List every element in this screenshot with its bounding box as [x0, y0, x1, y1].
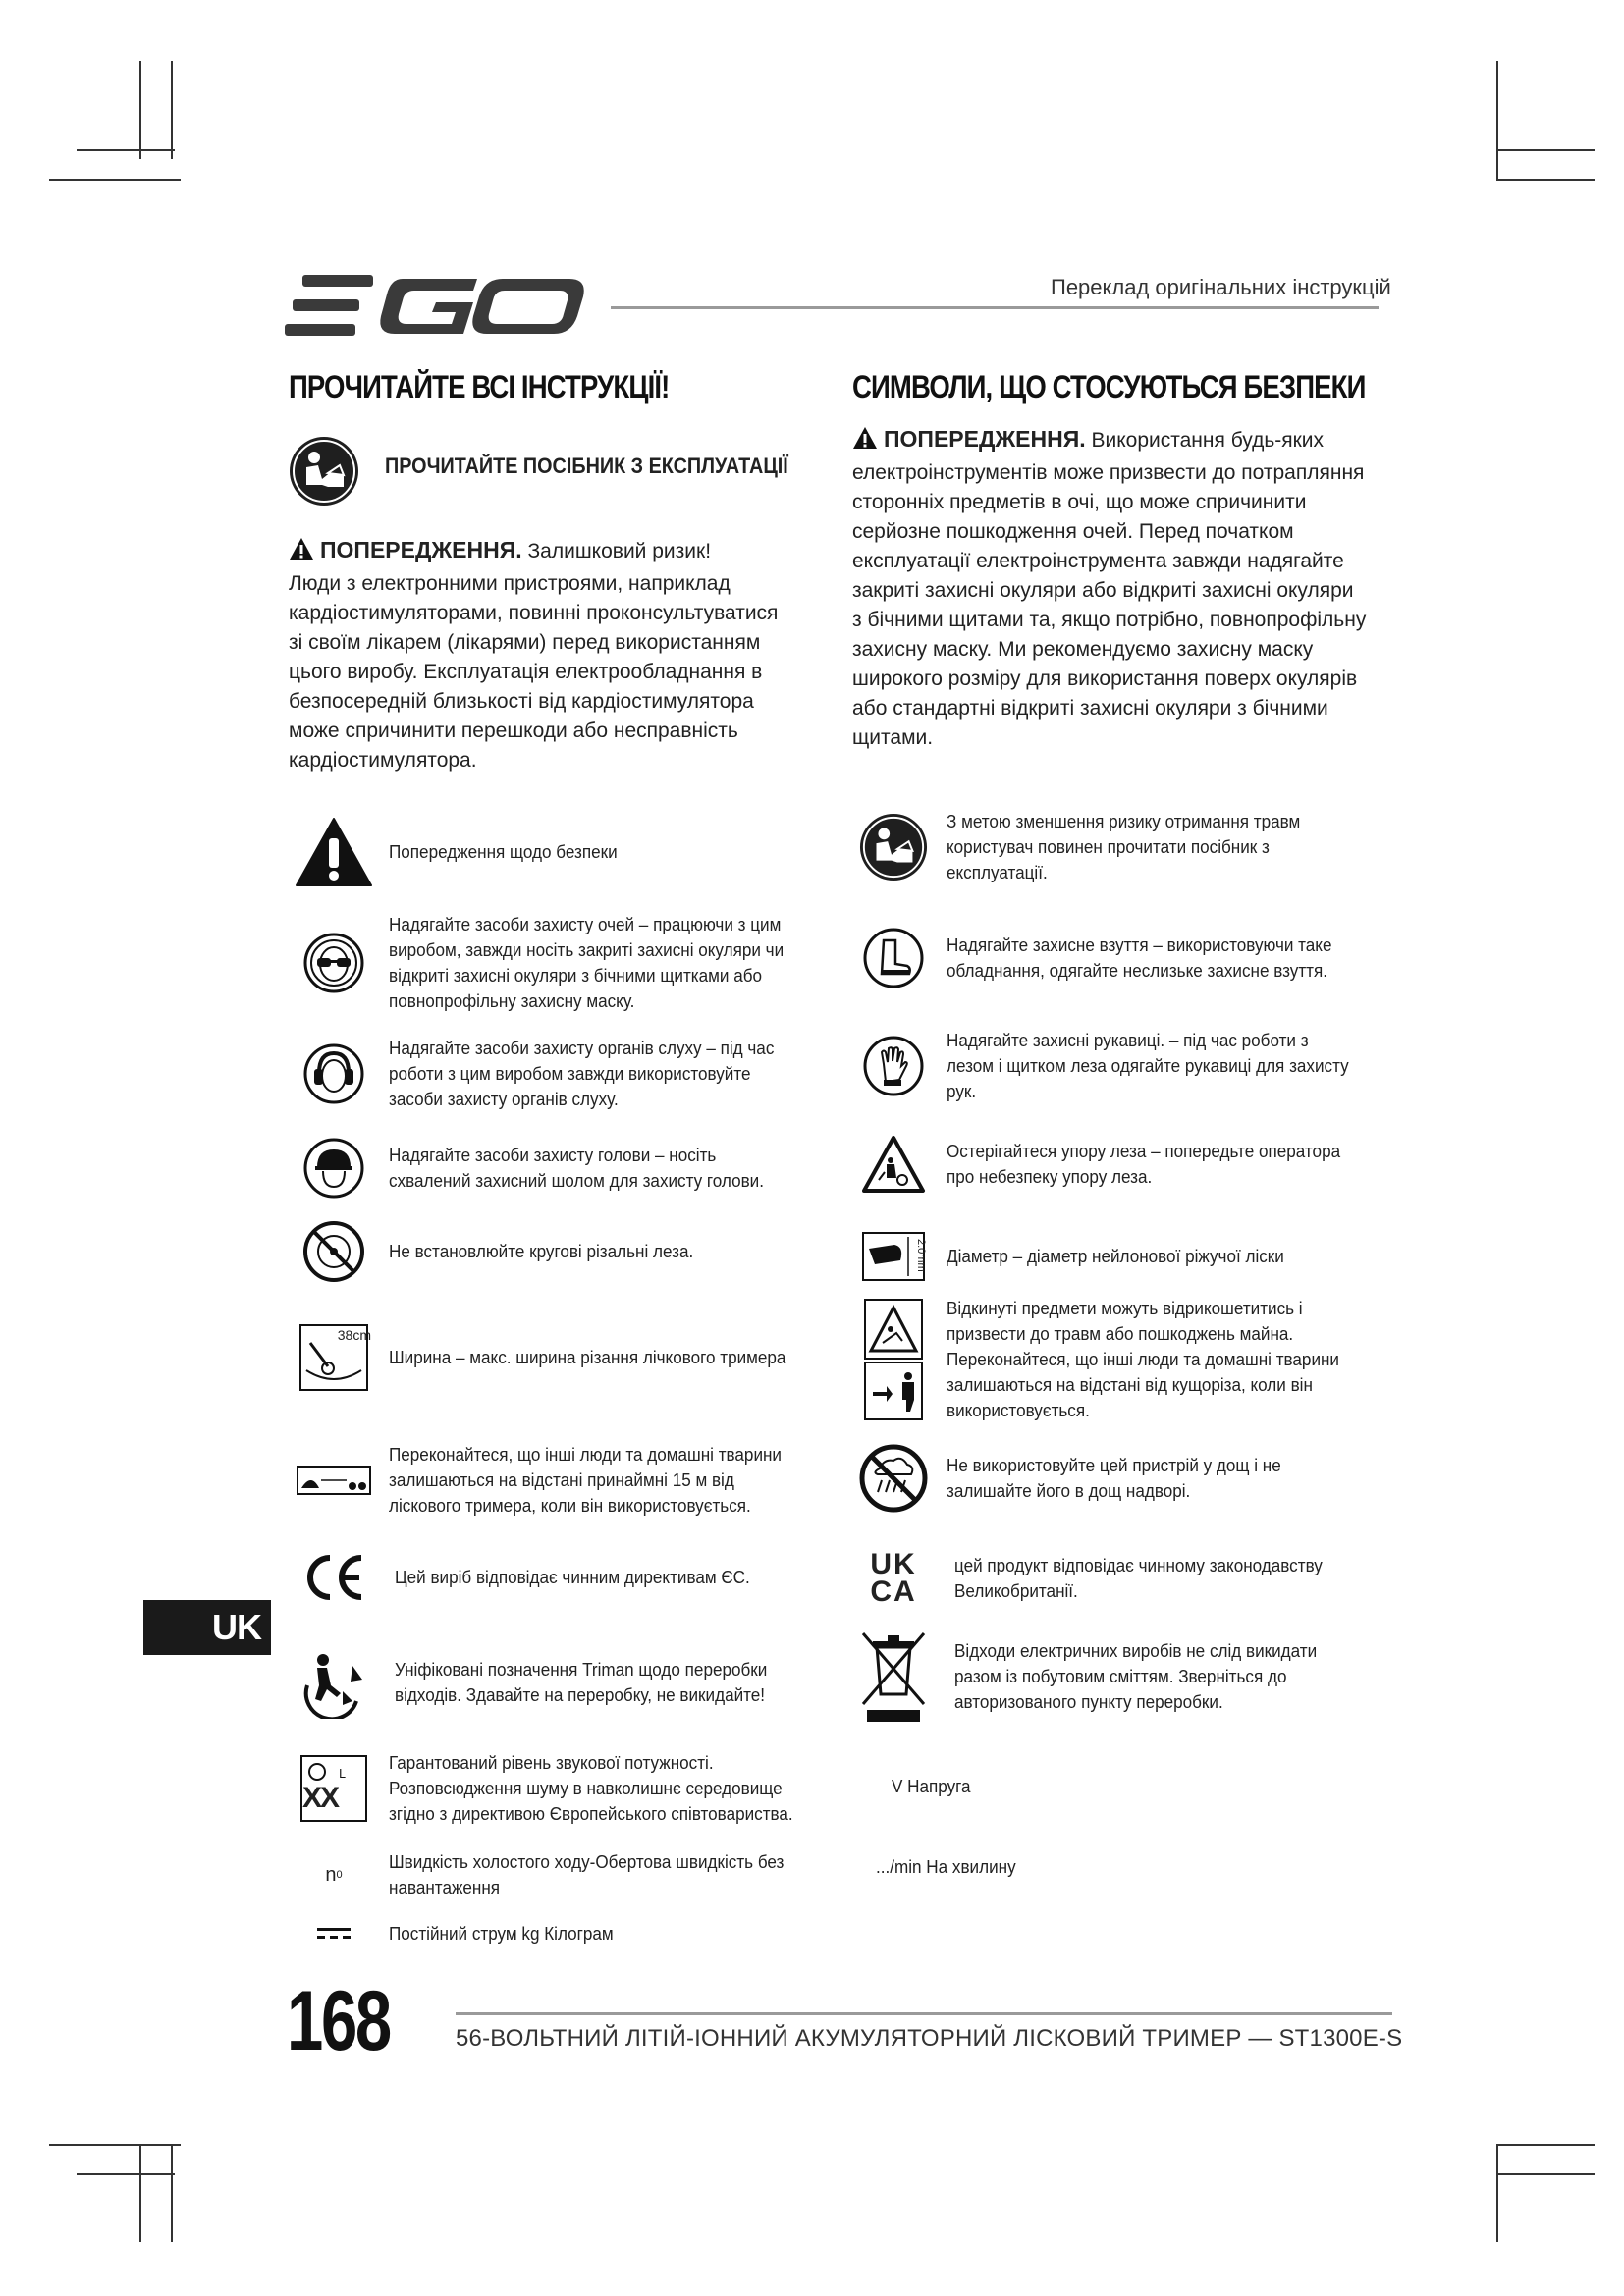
warning-line: сторонніх предметів в очі, що може спричинити	[852, 491, 1307, 513]
footer-rule	[456, 2012, 1392, 2015]
symbol-row	[293, 1033, 823, 1115]
crop-mark	[139, 2144, 141, 2242]
sound-level-label: XX	[302, 1782, 339, 1814]
symbol-row	[293, 1217, 823, 1286]
direct-current-icon	[293, 1927, 375, 1941]
ego-logo	[285, 273, 589, 338]
header-note: Переклад оригінальних інструкцій	[1051, 275, 1391, 299]
symbol-text: Діаметр – діаметр нейлонової ріжучої ліски	[947, 1247, 1284, 1266]
symbol-text: Відкинуті предмети можуть відрикошетитись і призвести до травм або пошкоджень майна. Переконайтеся, що інші люди та домашні тварини залишаються на відстані від кущоріза, коли він використовується.	[947, 1299, 1339, 1420]
warning-line: серйозне пошкодження очей. Перед початком	[852, 520, 1294, 543]
symbol-n: n	[325, 1863, 337, 1886]
symbol-text: Уніфіковані позначення Triman щодо переробки відходів. Здавайте на переробку, не викидайте!	[395, 1660, 768, 1705]
symbol-row	[852, 1129, 1392, 1200]
symbol-text: З метою зменшення ризику отримання травм користувач повинен прочитати посібник з експлуатації.	[947, 812, 1301, 882]
symbol-row	[293, 1845, 823, 1904]
symbol-row	[852, 923, 1392, 993]
crop-mark	[49, 179, 181, 181]
cutting-width-icon	[293, 1323, 375, 1392]
symbol-text: Переконайтеся, що інші люди та домашні тварини залишаються на відстані принаймні 15 м від ліскового тримера, коли він використовується.	[389, 1445, 782, 1516]
symbol-text: Надягайте захисні рукавиці. – під час роботи з лезом і щитком леза одягайте рукавиці для захисту рук.	[947, 1031, 1349, 1101]
line-diameter-icon	[852, 1231, 935, 1282]
warning-line: може спричинити перешкоди або несправність	[289, 720, 738, 742]
thrown-objects-icon	[852, 1298, 935, 1421]
crop-mark	[171, 61, 173, 159]
crop-mark	[1496, 2144, 1595, 2146]
warning-label: ПОПЕРЕДЖЕННЯ.	[884, 426, 1086, 452]
ce-mark-icon	[293, 1552, 375, 1603]
read-manual-icon	[852, 813, 935, 881]
header-rule	[611, 306, 1379, 309]
symbol-text: Швидкість холостого ходу-Обертова швидкість без навантаження	[389, 1852, 785, 1897]
symbol-row	[852, 1628, 1392, 1726]
symbol-text: .../min На хвилину	[876, 1857, 1016, 1877]
warning-line: Люди з електронними пристроями, наприклад	[289, 572, 731, 595]
warning-line: електроінструментів може призвести до потрапляння	[852, 461, 1365, 484]
symbol-row	[293, 1916, 823, 1951]
sound-power-icon	[293, 1754, 375, 1823]
symbol-row	[852, 1227, 1392, 1286]
symbol-row	[852, 1767, 1392, 1806]
keep-distance-icon	[293, 1465, 375, 1496]
svg-text:EGO: EGO	[285, 273, 288, 274]
symbol-n-sub: 0	[336, 1869, 343, 1881]
symbol-row	[293, 1639, 823, 1726]
symbol-row	[852, 1847, 1392, 1887]
symbol-text: Відходи електричних виробів не слід викидати разом із побутовим сміттям. Зверніться до авторизованого пункту переробки.	[954, 1641, 1318, 1712]
crop-mark	[49, 2144, 181, 2146]
warning-line: кардіостимулятора.	[289, 749, 477, 772]
symbol-row	[293, 909, 823, 1017]
symbol-row	[852, 1031, 1392, 1101]
crop-mark	[1496, 61, 1498, 179]
ear-protection-icon	[293, 1043, 375, 1104]
svg-text:L: L	[339, 1767, 346, 1781]
head-protection-icon	[293, 1138, 375, 1199]
warning-line: цього виробу. Експлуатація електрообладнання в	[289, 661, 763, 683]
symbol-row	[852, 1439, 1392, 1518]
width-label: 38cm	[337, 1327, 371, 1343]
page-number: 168	[287, 1974, 390, 2068]
ukca-mark-icon	[852, 1548, 935, 1608]
symbol-row	[293, 1543, 823, 1612]
symbol-text: Не використовуйте цей пристрій у дощ і не залишайте його в дощ надворі.	[947, 1456, 1281, 1501]
eye-protection-icon	[293, 933, 375, 993]
warning-line: Використання будь-яких	[1091, 429, 1325, 452]
symbol-text: цей продукт відповідає чинному законодавству Великобританії.	[954, 1556, 1323, 1601]
ukca-top: UK	[870, 1548, 917, 1580]
symbol-text: Надягайте засоби захисту органів слуху – під час роботи з цим виробом завжди використовуйте засоби захисту органів слуху.	[389, 1039, 775, 1109]
symbol-text: Гарантований рівень звукової потужності. Розповсюдження шуму в навколишнє середовище згідно з директивою Європейського співтовариства.	[389, 1753, 793, 1824]
warning-triangle-icon	[293, 817, 375, 887]
warning-triangle-icon	[852, 426, 878, 458]
left-warning	[289, 535, 839, 775]
crop-mark	[171, 2144, 173, 2242]
crop-mark	[77, 149, 175, 151]
warning-line: або стандартні відкриті захисні окуляри з бічними	[852, 697, 1328, 720]
warning-line: Залишковий ризик!	[527, 540, 712, 562]
protective-gloves-icon	[852, 1035, 935, 1097]
crop-mark	[1496, 2173, 1595, 2175]
warning-line: з бічними щитами та, якщо потрібно, повнопрофільну	[852, 609, 1367, 631]
warning-line: експлуатації електроінструмента завжди надягайте	[852, 550, 1344, 572]
symbol-text: Попередження щодо безпеки	[389, 842, 618, 862]
warning-line: захисну маску. Ми рекомендуємо захисну маску	[852, 638, 1314, 661]
symbol-row	[852, 805, 1392, 889]
warning-line: безпосередній близькості від кардіостимулятора	[289, 690, 754, 713]
symbol-row	[852, 1543, 1392, 1614]
symbol-text: Надягайте засоби захисту очей – працюючи з цим виробом, завжди носіть закриті захисні окуляри чи відкриті захисні окуляри з бічними щитками або повнопрофільну захисну маску.	[389, 915, 785, 1011]
ukca-bottom: CA	[870, 1575, 917, 1608]
weee-bin-icon	[852, 1629, 935, 1724]
no-rain-icon	[852, 1443, 935, 1514]
symbol-text: Не встановлюйте кругові різальні леза.	[389, 1242, 694, 1261]
right-warning	[852, 424, 1402, 753]
symbol-row	[293, 813, 803, 891]
crop-mark	[77, 2173, 175, 2175]
crop-mark	[1496, 149, 1595, 151]
triman-icon	[293, 1646, 375, 1719]
diameter-label: 2.0mm	[915, 1239, 927, 1272]
right-heading: СИМВОЛИ, ЩО СТОСУЮТЬСЯ БЕЗПЕКИ	[852, 369, 1366, 404]
protective-footwear-icon	[852, 927, 935, 989]
symbol-row	[293, 1439, 823, 1522]
warning-line: щитами.	[852, 726, 934, 749]
symbol-text: Постійний струм kg Кілограм	[389, 1924, 614, 1944]
warning-line: кардіостимуляторами, повинні проконсультуватися	[289, 602, 779, 624]
symbol-text: Надягайте захисне взуття – використовуючи таке обладнання, одягайте неслизьке захисне взуття.	[947, 935, 1332, 981]
crop-mark	[1496, 2144, 1498, 2242]
manual-label: ПРОЧИТАЙТЕ ПОСІБНИК З ЕКСПЛУАТАЦІЇ	[385, 454, 788, 478]
symbol-text: Надягайте засоби захисту голови – носіть схвалений захисний шолом для захисту голови.	[389, 1146, 764, 1191]
symbol-row	[852, 1296, 1392, 1423]
blade-thrust-icon	[852, 1135, 935, 1194]
language-tab: UK	[143, 1600, 271, 1655]
symbol-text: V Напруга	[892, 1777, 971, 1796]
warning-line: зі своїм лікарем (лікарями) перед використанням	[289, 631, 761, 654]
warning-label: ПОПЕРЕДЖЕННЯ.	[320, 537, 522, 562]
crop-mark	[139, 61, 141, 159]
crop-mark	[1496, 179, 1595, 181]
symbol-text: Ширина – макс. ширина різання лічкового тримера	[389, 1348, 786, 1367]
symbol-row	[293, 1321, 823, 1394]
left-heading: ПРОЧИТАЙТЕ ВСІ ІНСТРУКЦІЇ!	[289, 369, 670, 404]
warning-line: широкого розміру для використання поверх окулярів	[852, 667, 1358, 690]
warning-triangle-icon	[289, 537, 314, 569]
no-load-speed-symbol	[293, 1864, 375, 1887]
read-manual-icon	[289, 436, 359, 507]
symbol-row	[293, 1131, 823, 1205]
symbol-text: Остерігайтеся упору леза – попередьте оператора про небезпеку упору леза.	[947, 1142, 1341, 1187]
warning-line: закриті захисні окуляри або відкриті захисні окуляри	[852, 579, 1354, 602]
symbol-text: Цей виріб відповідає чинним директивам ЄС.	[395, 1568, 750, 1587]
footer-title: 56-ВОЛЬТНИЙ ЛІТІЙ-ІОННИЙ АКУМУЛЯТОРНИЙ ЛІСКОВИЙ ТРИМЕР — ST1300E-S	[456, 2025, 1403, 2052]
symbol-row	[293, 1745, 823, 1832]
no-circular-blade-icon	[293, 1220, 375, 1283]
